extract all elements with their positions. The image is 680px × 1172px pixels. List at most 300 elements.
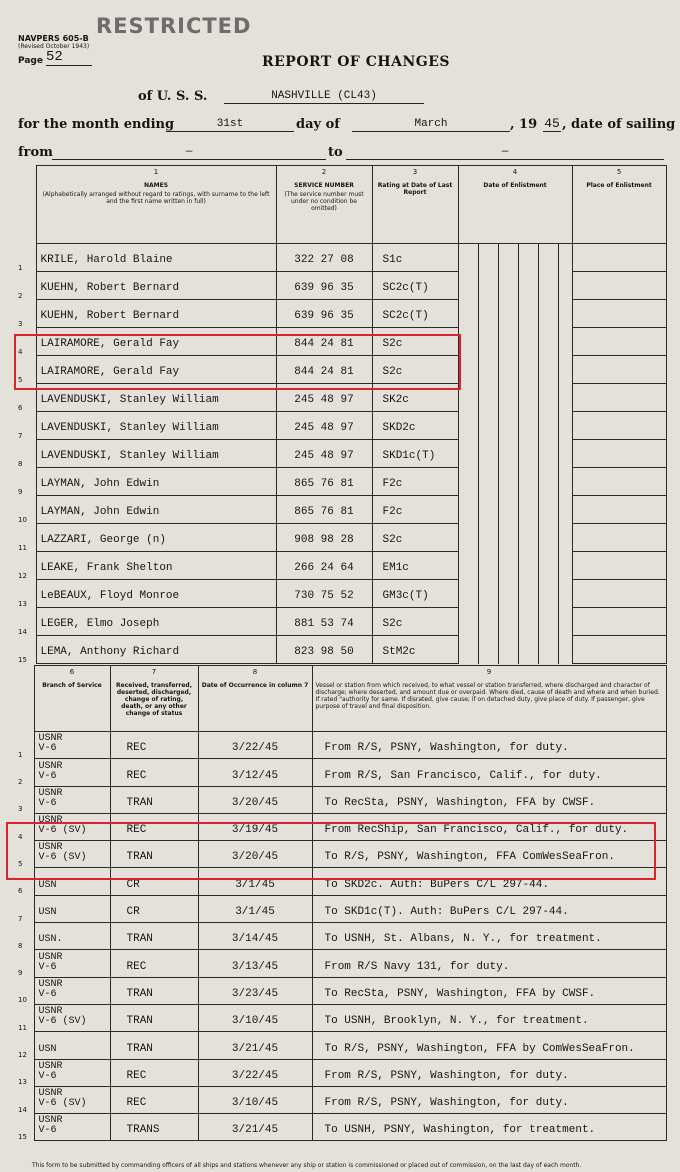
from-label: from <box>18 145 53 160</box>
enlistment-date-cell <box>458 552 478 580</box>
branch-class: V-6 <box>38 1070 57 1082</box>
name-cell: LAVENDUSKI, Stanley William <box>36 384 276 412</box>
row-number: 1 <box>14 244 36 272</box>
occurrence-date-cell: 3/20/45 <box>198 786 312 813</box>
row-number: 8 <box>14 440 36 468</box>
month-value: March <box>352 118 510 132</box>
branch-primary: USNR <box>38 815 63 827</box>
branch-cell <box>34 1059 110 1086</box>
row-number: 12 <box>14 1032 34 1059</box>
enlistment-date-cell <box>518 328 538 356</box>
enlistment-date-cell <box>538 384 558 412</box>
enlistment-date-cell <box>478 328 498 356</box>
day-of-label: day of <box>296 117 340 132</box>
occurrence-date-header: 8 Date of Occurrence in column 7 <box>198 666 312 732</box>
occurrence-date-cell: 3/21/45 <box>198 1114 312 1141</box>
details-cell: From R/S, San Francisco, Calif., for duty. <box>312 759 666 786</box>
details-cell: To USNH, PSNY, Washington, for treatment. <box>312 1114 666 1141</box>
row-number: 4 <box>14 813 34 840</box>
service-number-cell: 865 76 81 <box>276 496 372 524</box>
enlistment-date-cell <box>538 608 558 636</box>
enlistment-date-cell <box>558 608 572 636</box>
enlistment-date-cell <box>478 580 498 608</box>
change-cell: TRAN <box>110 786 198 813</box>
branch-primary: USNR <box>38 1060 63 1072</box>
enlistment-date-cell <box>458 356 478 384</box>
details-cell: To RecSta, PSNY, Washington, FFA by CWSF. <box>312 977 666 1004</box>
enlistment-date-cell <box>538 356 558 384</box>
occurrence-date-cell: 3/10/45 <box>198 1004 312 1031</box>
enlistment-date-cell <box>558 412 572 440</box>
details-cell: From RecShip, San Francisco, Calif., for duty. <box>312 813 666 840</box>
enlistment-date-cell <box>558 244 572 272</box>
occurrence-date-cell: 3/13/45 <box>198 950 312 977</box>
branch-primary: USNR <box>38 951 63 963</box>
service-number-cell: 881 53 74 <box>276 608 372 636</box>
enlistment-date-cell <box>458 524 478 552</box>
enlistment-date-cell <box>538 272 558 300</box>
table-row <box>14 552 666 580</box>
change-cell: CR <box>110 868 198 895</box>
row-number: 13 <box>14 1059 34 1086</box>
enlistment-date-cell <box>478 552 498 580</box>
ship-label: of U. S. S. <box>138 89 208 104</box>
enlistment-date-cell <box>498 384 518 412</box>
rating-cell: F2c <box>372 468 458 496</box>
enlistment-date-cell <box>478 636 498 664</box>
row-number: 1 <box>14 732 34 759</box>
table-row <box>14 440 666 468</box>
service-number-cell: 908 98 28 <box>276 524 372 552</box>
enlistment-date-cell <box>558 440 572 468</box>
to-label: to <box>328 145 343 160</box>
enlistment-date-cell <box>478 300 498 328</box>
change-cell: TRAN <box>110 923 198 950</box>
enlistment-date-cell <box>518 496 538 524</box>
year-prefix: , 19 <box>510 117 538 132</box>
service-number-cell: 245 48 97 <box>276 412 372 440</box>
enlistment-date-cell <box>538 496 558 524</box>
enlistment-date-cell <box>518 552 538 580</box>
enlistment-date-cell <box>538 524 558 552</box>
enlistment-date-cell <box>458 608 478 636</box>
name-cell: LAZZARI, George (n) <box>36 524 276 552</box>
name-cell: LEGER, Elmo Joseph <box>36 608 276 636</box>
changes-table <box>14 665 667 1141</box>
name-cell: KRILE, Harold Blaine <box>36 244 276 272</box>
name-cell: LAIRAMORE, Gerald Fay <box>36 356 276 384</box>
enlistment-date-cell <box>458 384 478 412</box>
enlistment-date-cell <box>458 496 478 524</box>
row-number: 10 <box>14 977 34 1004</box>
enlistment-date-cell <box>518 580 538 608</box>
changes-table-header <box>14 666 666 732</box>
enlistment-date-cell <box>478 440 498 468</box>
enlistment-date-cell <box>458 328 478 356</box>
enlistment-date-header: 4 Date of Enlistment <box>458 166 572 244</box>
enlistment-date-cell <box>498 272 518 300</box>
enlistment-date-cell <box>558 384 572 412</box>
table-row <box>14 950 666 977</box>
table-row <box>14 1004 666 1031</box>
enlistment-date-cell <box>498 328 518 356</box>
enlistment-date-cell <box>558 272 572 300</box>
change-cell: CR <box>110 895 198 922</box>
enlistment-place-cell <box>572 636 666 664</box>
branch-cell <box>34 759 110 786</box>
enlistment-place-cell <box>572 328 666 356</box>
enlistment-date-cell <box>558 580 572 608</box>
details-cell: To R/S, PSNY, Washington, FFA by ComWesSeaFron. <box>312 1032 666 1059</box>
highlight-box-top <box>14 334 461 390</box>
change-cell: REC <box>110 813 198 840</box>
enlistment-date-cell <box>478 384 498 412</box>
enlistment-date-cell <box>518 412 538 440</box>
from-value: — <box>52 146 326 160</box>
service-number-cell: 844 24 81 <box>276 356 372 384</box>
name-cell: LAYMAN, John Edwin <box>36 468 276 496</box>
table-row <box>14 732 666 759</box>
change-cell: TRAN <box>110 841 198 868</box>
enlistment-place-header: 5 Place of Enlistment <box>572 166 666 244</box>
enlistment-date-cell <box>518 272 538 300</box>
enlistment-date-cell <box>558 468 572 496</box>
row-number: 10 <box>14 496 36 524</box>
name-cell: LEAKE, Frank Shelton <box>36 552 276 580</box>
branch-class: V-6 <box>38 961 57 973</box>
page-label: Page <box>18 56 43 66</box>
table-row <box>14 895 666 922</box>
branch-class: V-6 <box>38 743 57 755</box>
rating-cell: SKD1c(T) <box>372 440 458 468</box>
rating-cell: S1c <box>372 244 458 272</box>
enlistment-date-cell <box>558 496 572 524</box>
details-cell: To USNH, Brooklyn, N. Y., for treatment. <box>312 1004 666 1031</box>
enlistment-date-cell <box>558 552 572 580</box>
occurrence-date-cell: 3/22/45 <box>198 1059 312 1086</box>
table-row <box>14 608 666 636</box>
rating-cell: GM3c(T) <box>372 580 458 608</box>
row-number: 9 <box>14 950 34 977</box>
enlistment-place-cell <box>572 440 666 468</box>
details-cell: From R/S, PSNY, Washington, for duty. <box>312 1059 666 1086</box>
name-cell: LAYMAN, John Edwin <box>36 496 276 524</box>
row-number: 6 <box>14 384 36 412</box>
enlistment-date-cell <box>498 468 518 496</box>
rating-cell: SKD2c <box>372 412 458 440</box>
table-row <box>14 1114 666 1141</box>
branch-class: V-6 (SV) <box>38 825 87 837</box>
enlistment-date-cell <box>518 440 538 468</box>
enlistment-place-cell <box>572 608 666 636</box>
row-number: 14 <box>14 1086 34 1113</box>
enlistment-date-cell <box>458 300 478 328</box>
enlistment-date-cell <box>458 440 478 468</box>
service-number-cell: 245 48 97 <box>276 384 372 412</box>
table-row <box>14 636 666 664</box>
branch-primary: USNR <box>38 733 63 745</box>
names-header: 1 NAMES (Alphabetically arranged without regard to ratings, with surname to the left and the first name written in full) <box>36 166 276 244</box>
highlight-box-bottom <box>6 822 656 880</box>
row-number: 13 <box>14 580 36 608</box>
branch-cell <box>34 1114 110 1141</box>
table-row <box>14 496 666 524</box>
enlistment-date-cell <box>498 580 518 608</box>
enlistment-date-cell <box>518 524 538 552</box>
enlistment-date-cell <box>538 412 558 440</box>
rating-cell: S2c <box>372 608 458 636</box>
service-number-header: 2 SERVICE NUMBER (The service number must under no condition be omitted) <box>276 166 372 244</box>
table-row <box>14 786 666 813</box>
table-row <box>14 977 666 1004</box>
change-cell: REC <box>110 1086 198 1113</box>
name-cell: LAVENDUSKI, Stanley William <box>36 412 276 440</box>
year-value: 45 <box>544 116 560 131</box>
enlistment-date-cell <box>498 552 518 580</box>
row-number: 6 <box>14 868 34 895</box>
table-row <box>14 468 666 496</box>
branch-cell <box>34 923 110 950</box>
occurrence-date-cell: 3/23/45 <box>198 977 312 1004</box>
table-row <box>14 524 666 552</box>
enlistment-date-cell <box>518 468 538 496</box>
service-number-cell: 865 76 81 <box>276 468 372 496</box>
branch-cell <box>34 950 110 977</box>
row-number: 7 <box>14 412 36 440</box>
table-row <box>14 300 666 328</box>
branch-cell <box>34 977 110 1004</box>
service-number-cell: 266 24 64 <box>276 552 372 580</box>
enlistment-date-cell <box>478 524 498 552</box>
row-number: 8 <box>14 923 34 950</box>
branch-primary: USNR <box>38 1088 63 1100</box>
change-header: 7 Received, transferred, deserted, discharged, change of rating, death, or any other change of status <box>110 666 198 732</box>
enlistment-date-cell <box>498 636 518 664</box>
enlistment-place-cell <box>572 496 666 524</box>
occurrence-date-cell: 3/1/45 <box>198 868 312 895</box>
branch-class: V-6 <box>38 797 57 809</box>
enlistment-place-cell <box>572 580 666 608</box>
day-value: 31st <box>166 118 294 132</box>
enlistment-date-cell <box>538 244 558 272</box>
enlistment-date-cell <box>498 608 518 636</box>
enlistment-date-cell <box>458 580 478 608</box>
change-cell: TRAN <box>110 977 198 1004</box>
enlistment-date-cell <box>458 468 478 496</box>
enlistment-date-cell <box>558 356 572 384</box>
row-number: 11 <box>14 1004 34 1031</box>
details-cell: To R/S, PSNY, Washington, FFA ComWesSeaFron. <box>312 841 666 868</box>
rating-cell: SC2c(T) <box>372 272 458 300</box>
enlistment-date-cell <box>498 440 518 468</box>
page-title: REPORT OF CHANGES <box>262 54 450 70</box>
enlistment-date-cell <box>478 244 498 272</box>
enlistment-date-cell <box>538 440 558 468</box>
details-cell: From R/S Navy 131, for duty. <box>312 950 666 977</box>
branch-primary: USN <box>38 879 57 891</box>
row-number: 15 <box>14 1114 34 1141</box>
rating-cell: SK2c <box>372 384 458 412</box>
enlistment-date-cell <box>538 580 558 608</box>
enlistment-date-cell <box>518 356 538 384</box>
enlistment-date-cell <box>518 300 538 328</box>
enlistment-date-cell <box>558 328 572 356</box>
enlistment-date-cell <box>518 384 538 412</box>
enlistment-date-cell <box>498 244 518 272</box>
occurrence-date-cell: 3/1/45 <box>198 895 312 922</box>
details-cell: From R/S, PSNY, Washington, for duty. <box>312 732 666 759</box>
branch-primary: USNR <box>38 760 63 772</box>
details-cell: To RecSta, PSNY, Washington, FFA by CWSF. <box>312 786 666 813</box>
service-number-cell: 245 48 97 <box>276 440 372 468</box>
enlistment-place-cell <box>572 300 666 328</box>
rating-cell: StM2c <box>372 636 458 664</box>
branch-primary: USN <box>38 1043 57 1055</box>
enlistment-date-cell <box>458 412 478 440</box>
footer-note: This form to be submitted by commanding officers of all ships and stations whenever any ship or station is commissioned or placed out of commission, on the last day of each month. <box>32 1162 582 1169</box>
service-number-cell: 639 96 35 <box>276 300 372 328</box>
table-row <box>14 272 666 300</box>
service-number-cell: 823 98 50 <box>276 636 372 664</box>
branch-header: 6 Branch of Service <box>34 666 110 732</box>
form-revised: (Revised October 1943) <box>18 43 90 50</box>
change-cell: TRANS <box>110 1114 198 1141</box>
enlistment-date-cell <box>498 496 518 524</box>
enlistment-place-cell <box>572 412 666 440</box>
row-number: 3 <box>14 300 36 328</box>
enlistment-date-cell <box>518 244 538 272</box>
branch-primary: USNR <box>38 978 63 990</box>
row-number: 2 <box>14 759 34 786</box>
occurrence-date-cell: 3/14/45 <box>198 923 312 950</box>
row-number: 3 <box>14 786 34 813</box>
enlistment-date-cell <box>478 356 498 384</box>
enlistment-date-cell <box>518 608 538 636</box>
name-cell: KUEHN, Robert Bernard <box>36 272 276 300</box>
rating-cell: F2c <box>372 496 458 524</box>
table-row <box>14 580 666 608</box>
enlistment-date-cell <box>558 636 572 664</box>
enlistment-place-cell <box>572 468 666 496</box>
branch-primary: USNR <box>38 1115 63 1127</box>
enlistment-date-cell <box>498 412 518 440</box>
rating-cell: EM1c <box>372 552 458 580</box>
table-row <box>14 412 666 440</box>
enlistment-date-cell <box>538 468 558 496</box>
enlistment-date-cell <box>558 300 572 328</box>
enlistment-date-cell <box>458 244 478 272</box>
details-cell: To SKD2c. Auth: BuPers C/L 297-44. <box>312 868 666 895</box>
branch-class: V-6 (SV) <box>38 1098 87 1110</box>
details-cell: From R/S, PSNY, Washington, for duty. <box>312 1086 666 1113</box>
row-number: 9 <box>14 468 36 496</box>
service-number-cell: 639 96 35 <box>276 272 372 300</box>
change-cell: REC <box>110 732 198 759</box>
row-number: 12 <box>14 552 36 580</box>
branch-primary: USN <box>38 907 57 919</box>
table-row <box>14 244 666 272</box>
occurrence-date-cell: 3/21/45 <box>198 1032 312 1059</box>
month-ending-label: for the month ending <box>18 117 175 132</box>
occurrence-date-cell: 3/22/45 <box>198 732 312 759</box>
enlistment-date-cell <box>538 328 558 356</box>
service-number-cell: 844 24 81 <box>276 328 372 356</box>
enlistment-date-cell <box>538 636 558 664</box>
branch-primary: USNR <box>38 787 63 799</box>
enlistment-date-cell <box>478 496 498 524</box>
row-number: 5 <box>14 841 34 868</box>
table-row <box>14 1032 666 1059</box>
change-cell: TRAN <box>110 1032 198 1059</box>
ship-name: NASHVILLE (CL43) <box>224 90 424 104</box>
enlistment-date-cell <box>478 272 498 300</box>
table-row <box>14 1086 666 1113</box>
enlistment-date-cell <box>498 524 518 552</box>
branch-class: V-6 <box>38 1125 57 1137</box>
page-number: 52 <box>46 49 92 66</box>
branch-cell <box>34 1004 110 1031</box>
row-number: 14 <box>14 608 36 636</box>
occurrence-date-cell: 3/12/45 <box>198 759 312 786</box>
branch-class: V-6 (SV) <box>38 1016 87 1028</box>
details-header: 9 Vessel or station from which received, to what vessel or station transferred, where discharged and character of discharge; where deserted, and amount due or overpaid. Where died, cause of death and where and when buried. If rated "authority for same. If disrated, give cause; if on detached duty, give place of duty. If passenger, give purpose of travel and final disposition. <box>312 666 666 732</box>
row-number: 11 <box>14 524 36 552</box>
name-cell: KUEHN, Robert Bernard <box>36 300 276 328</box>
rating-cell: SC2c(T) <box>372 300 458 328</box>
enlistment-date-cell <box>538 300 558 328</box>
enlistment-place-cell <box>572 356 666 384</box>
row-number: 5 <box>14 356 36 384</box>
table-row <box>14 1059 666 1086</box>
occurrence-date-cell: 3/20/45 <box>198 841 312 868</box>
occurrence-date-cell: 3/10/45 <box>198 1086 312 1113</box>
enlistment-place-cell <box>572 552 666 580</box>
rating-cell: S2c <box>372 356 458 384</box>
sailing-label: , date of sailing <box>562 117 676 132</box>
enlistment-place-cell <box>572 244 666 272</box>
row-number: 7 <box>14 895 34 922</box>
table-row <box>14 759 666 786</box>
enlistment-place-cell <box>572 384 666 412</box>
enlistment-date-cell <box>538 552 558 580</box>
branch-class: V-6 (SV) <box>38 852 87 864</box>
branch-cell <box>34 732 110 759</box>
table-row <box>14 923 666 950</box>
branch-class: V-6 <box>38 988 57 1000</box>
details-cell: To SKD1c(T). Auth: BuPers C/L 297-44. <box>312 895 666 922</box>
branch-primary: USNR <box>38 1006 63 1018</box>
enlistment-date-cell <box>518 636 538 664</box>
change-cell: REC <box>110 950 198 977</box>
enlistment-date-cell <box>498 300 518 328</box>
branch-cell <box>34 786 110 813</box>
branch-cell <box>34 1086 110 1113</box>
change-cell: REC <box>110 1059 198 1086</box>
enlistment-date-cell <box>498 356 518 384</box>
name-cell: LeBEAUX, Floyd Monroe <box>36 580 276 608</box>
row-number: 2 <box>14 272 36 300</box>
branch-cell <box>34 1032 110 1059</box>
rating-cell: S2c <box>372 524 458 552</box>
names-table-header <box>14 166 666 244</box>
name-cell: LAIRAMORE, Gerald Fay <box>36 328 276 356</box>
enlistment-date-cell <box>478 468 498 496</box>
enlistment-date-cell <box>458 272 478 300</box>
change-cell: REC <box>110 759 198 786</box>
row-number: 15 <box>14 636 36 664</box>
enlistment-date-cell <box>478 412 498 440</box>
form-id: NAVPERS 605-B <box>18 34 89 43</box>
